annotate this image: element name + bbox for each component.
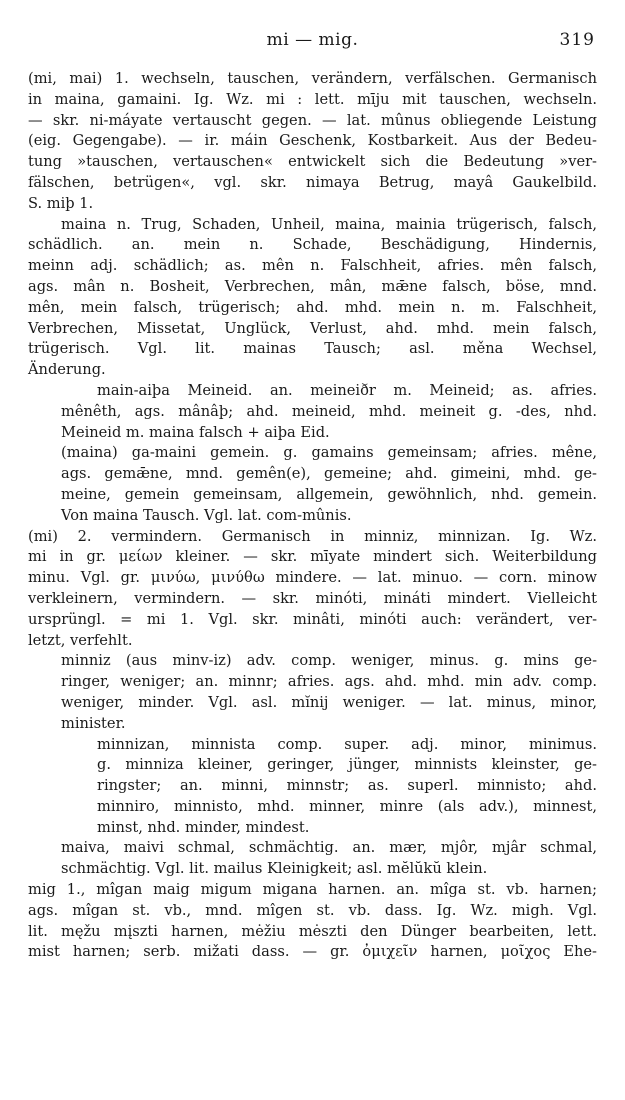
line-text: Verbrechen, Missetat, Unglück, Verlust, ahd. mhd. mein falsch, xyxy=(28,319,597,337)
text-line xyxy=(0,797,625,818)
text-line xyxy=(0,111,625,132)
text-line xyxy=(0,90,625,111)
text-line xyxy=(0,776,625,797)
line-text: minst, nhd. minder, mindest. xyxy=(97,818,310,836)
text-line xyxy=(0,506,625,527)
page-title: mi — mig. xyxy=(266,30,359,50)
text-line xyxy=(0,755,625,776)
text-line xyxy=(0,194,625,215)
text-line xyxy=(0,547,625,568)
text-line xyxy=(0,298,625,319)
page-number: 319 xyxy=(559,30,595,50)
line-text: mist harnen; serb. mižati dass. — gr. ὀμιχεῖν harnen, μοῖχος Ehe- xyxy=(28,943,597,961)
text-line xyxy=(0,402,625,423)
text-line xyxy=(0,381,625,402)
line-text: schädlich. an. mein n. Schade, Beschädigung, Hindernis, xyxy=(28,236,597,254)
line-text: minniro, minnisto, mhd. minner, minre (als adv.), minnest, xyxy=(97,797,597,815)
text-line xyxy=(0,215,625,236)
text-line xyxy=(0,838,625,859)
line-text: schmächtig. Vgl. lit. mailus Kleinigkeit; asl. mĕlŭkŭ klein. xyxy=(61,860,488,878)
text-line xyxy=(0,173,625,194)
line-text: minnizan, minnista comp. super. adj. minor, minimus. xyxy=(97,735,597,753)
line-text: maina n. Trug, Schaden, Unheil, maina, mainia trügerisch, falsch, xyxy=(61,215,597,233)
line-text: weniger, minder. Vgl. asl. mĭnij weniger. — lat. minus, minor, xyxy=(61,693,597,711)
text-line xyxy=(0,714,625,735)
text-line xyxy=(0,443,625,464)
line-text: in maina, gamaini. Ig. Wz. mi : lett. mīju mit tauschen, wechseln. xyxy=(28,90,597,108)
text-line xyxy=(0,256,625,277)
line-text: S. miþ 1. xyxy=(28,194,94,212)
line-text: g. minniza kleiner, geringer, jünger, minnists kleinster, ge- xyxy=(97,756,597,774)
line-text: minu. Vgl. gr. μινύω, μινύθω mindere. — lat. minuo. — corn. minow xyxy=(28,569,597,587)
text-line xyxy=(0,319,625,340)
line-text: mên, mein falsch, trügerisch; ahd. mhd. mein n. m. Falschheit, xyxy=(28,298,597,316)
text-line xyxy=(0,131,625,152)
line-text: meine, gemein gemeinsam, allgemein, gewöhnlich, nhd. gemein. xyxy=(61,485,597,503)
line-text: ringster; an. minni, minnstr; as. superl. minnisto; ahd. xyxy=(97,777,597,795)
text-line xyxy=(0,277,625,298)
text-line xyxy=(0,235,625,256)
line-text: trügerisch. Vgl. lit. mainas Tausch; asl. měna Wechsel, xyxy=(28,340,597,358)
line-text: Änderung. xyxy=(28,361,106,379)
line-text: verkleinern, vermindern. — skr. minóti, mináti mindert. Vielleicht xyxy=(28,589,597,607)
line-text: minniz (aus minv-iz) adv. comp. weniger, minus. g. mins ge- xyxy=(61,652,597,670)
text-line xyxy=(0,651,625,672)
text-line xyxy=(0,942,625,963)
line-text: ursprüngl. = mi 1. Vgl. skr. minâti, minóti auch: verändert, ver- xyxy=(28,610,597,628)
line-text: (eig. Gegengabe). — ir. máin Geschenk, Kostbarkeit. Aus der Bedeu- xyxy=(28,132,597,150)
line-text: minister. xyxy=(61,714,126,732)
line-text: mênêth, ags. mânâþ; ahd. meineid, mhd. meineit g. -des, nhd. xyxy=(61,402,597,420)
line-text: meinn adj. schädlich; as. mên n. Falschheit, afries. mên falsch, xyxy=(28,257,597,275)
text-line xyxy=(0,631,625,652)
line-text: maiva, maivi schmal, schmächtig. an. mær, mjôr, mjâr schmal, xyxy=(61,839,597,857)
text-line xyxy=(0,922,625,943)
line-text: letzt, verfehlt. xyxy=(28,631,133,649)
line-text: — skr. ni-máyate vertauscht gegen. — lat. mûnus obliegende Leistung xyxy=(28,111,597,129)
line-text: tung »tauschen, vertauschen« entwickelt sich die Bedeutung »ver- xyxy=(28,153,597,171)
text-line xyxy=(0,859,625,880)
text-line xyxy=(0,693,625,714)
text-line xyxy=(0,423,625,444)
line-text: Meineid m. maina falsch + aiþa Eid. xyxy=(61,423,330,441)
line-text: mig 1., mîgan maig migum migana harnen. an. mîga st. vb. harnen; xyxy=(28,881,597,899)
text-line xyxy=(0,901,625,922)
entry-text-block xyxy=(0,69,625,963)
text-line xyxy=(0,527,625,548)
text-line xyxy=(0,485,625,506)
text-line xyxy=(0,589,625,610)
text-line xyxy=(0,672,625,693)
line-text: Von maina Tausch. Vgl. lat. com-mûnis. xyxy=(61,506,352,524)
line-text: (mi) 2. vermindern. Germanisch in minniz, minnizan. Ig. Wz. xyxy=(28,527,597,545)
text-line xyxy=(0,339,625,360)
line-text: mi in gr. μείων kleiner. — skr. mīyate mindert sich. Weiterbildung xyxy=(28,548,597,566)
line-text: ags. gemǣne, mnd. gemên(e), gemeine; ahd. gimeini, mhd. ge- xyxy=(61,465,597,483)
text-line xyxy=(0,818,625,839)
line-text: lit. męžu mįszti harnen, mėžiu mėszti den Dünger bearbeiten, lett. xyxy=(28,922,597,940)
text-line xyxy=(0,735,625,756)
line-text: main-aiþa Meineid. an. meineiðr m. Meineid; as. afries. xyxy=(97,381,597,399)
text-line xyxy=(0,69,625,90)
line-text: ringer, weniger; an. minnr; afries. ags. ahd. mhd. min adv. comp. xyxy=(61,673,597,691)
line-text: ags. mîgan st. vb., mnd. mîgen st. vb. dass. Ig. Wz. migh. Vgl. xyxy=(28,901,597,919)
line-text: ags. mân n. Bosheit, Verbrechen, mân, mǣne falsch, böse, mnd. xyxy=(28,277,597,295)
line-text: fälschen, betrügen«, vgl. skr. nimaya Betrug, mayâ Gaukelbild. xyxy=(28,173,597,191)
line-text: (maina) ga-maini gemein. g. gamains gemeinsam; afries. mêne, xyxy=(61,444,597,462)
text-line xyxy=(0,152,625,173)
line-text: (mi, mai) 1. wechseln, tauschen, verändern, verfälschen. Germanisch xyxy=(28,70,597,87)
text-line xyxy=(0,568,625,589)
text-line xyxy=(0,880,625,901)
text-line xyxy=(0,610,625,631)
text-line xyxy=(0,360,625,381)
text-line xyxy=(0,464,625,485)
running-head xyxy=(0,30,625,54)
